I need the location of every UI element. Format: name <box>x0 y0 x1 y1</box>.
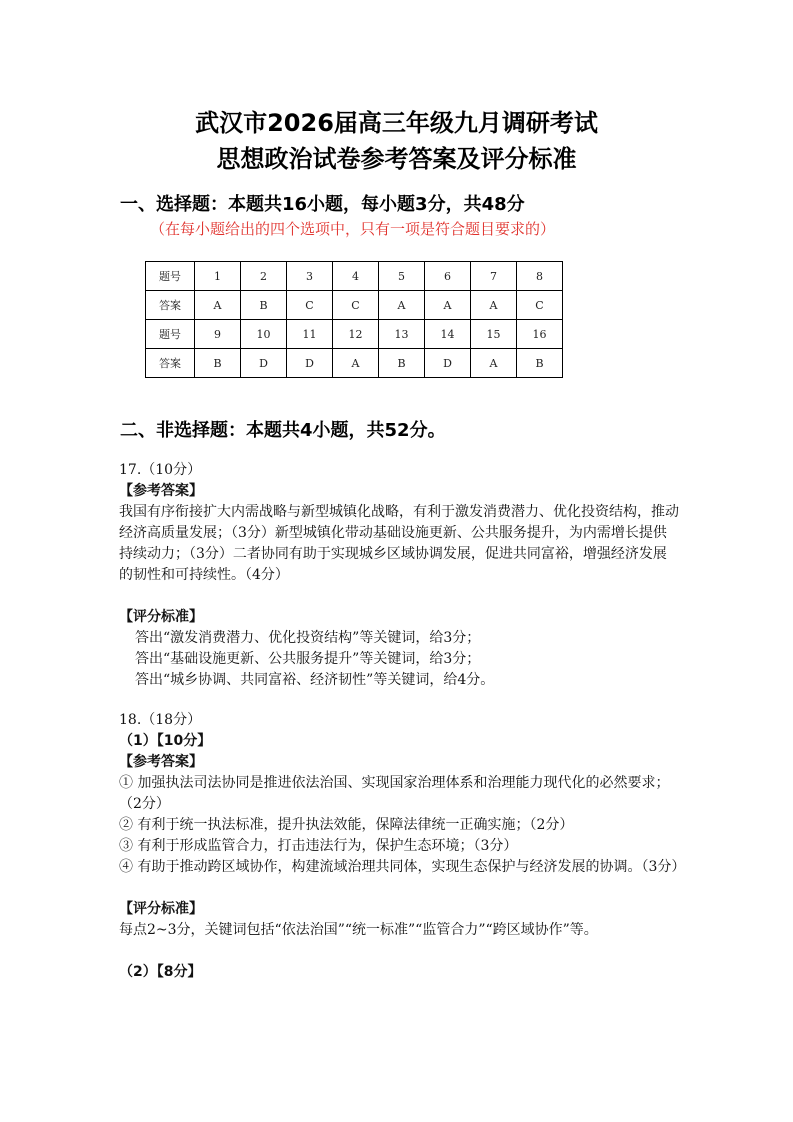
answer-table-cell: A <box>471 291 517 320</box>
q18-point-4: ④ 有助于推动跨区域协作，构建流域治理共同体，实现生态保护与经济发展的协调。（3分） <box>119 859 686 875</box>
answer-table-cell: C <box>333 291 379 320</box>
answer-table-cell: A <box>471 349 517 378</box>
answer-table-cell: B <box>517 349 563 378</box>
answer-table-row <box>146 320 563 349</box>
answer-table-cell: 3 <box>287 262 333 291</box>
answer-table-row <box>146 291 563 320</box>
answer-table-row <box>146 262 563 291</box>
question-18 <box>119 710 686 983</box>
answer-table-cell: 5 <box>379 262 425 291</box>
answer-table-row-label: 答案 <box>146 291 195 320</box>
answer-table-cell: A <box>425 291 471 320</box>
answer-table-cell: C <box>287 291 333 320</box>
q17-criteria-1: 答出“激发消费潜力、优化投资结构”等关键词，给3分； <box>135 630 481 646</box>
answer-table-cell: A <box>379 291 425 320</box>
q18-ref-label: 【参考答案】 <box>119 754 203 770</box>
answer-table-cell: D <box>241 349 287 378</box>
answer-table-cell: 4 <box>333 262 379 291</box>
question-17 <box>119 460 679 691</box>
section2-heading: 二、非选择题：本题共4小题，共52分。 <box>120 420 446 441</box>
q18-criteria-label: 【评分标准】 <box>119 901 203 917</box>
answer-table-cell: 7 <box>471 262 517 291</box>
section1-note: （在每小题给出的四个选项中，只有一项是符合题目要求的） <box>150 220 556 238</box>
answer-table-cell: 10 <box>241 320 287 349</box>
answer-table-cell: 1 <box>195 262 241 291</box>
answer-table-row-label: 题号 <box>146 320 195 349</box>
answer-table-cell: D <box>425 349 471 378</box>
answer-table-cell: C <box>517 291 563 320</box>
answer-table-cell: A <box>333 349 379 378</box>
answer-table-cell: 9 <box>195 320 241 349</box>
section1-heading: 一、选择题：本题共16小题，每小题3分，共48分 <box>120 194 525 215</box>
answer-table-cell: 2 <box>241 262 287 291</box>
answer-table-cell: 13 <box>379 320 425 349</box>
q17-ref-label: 【参考答案】 <box>119 483 203 499</box>
q18-point-3: ③ 有利于形成监管合力，打击违法行为，保护生态环境；（3分） <box>119 838 518 854</box>
answer-table-cell: 8 <box>517 262 563 291</box>
answer-table-cell: 6 <box>425 262 471 291</box>
answer-table-cell: 11 <box>287 320 333 349</box>
q17-criteria-3: 答出“城乡协调、共同富裕、经济韧性”等关键词，给4分。 <box>135 672 495 688</box>
answer-table-row <box>146 349 563 378</box>
title-line-1: 武汉市2026届高三年级九月调研考试 <box>195 109 598 137</box>
answer-table-cell: B <box>379 349 425 378</box>
answer-table-cell: D <box>287 349 333 378</box>
q18-part1-label: （1）【10分】 <box>119 733 212 749</box>
answer-table-cell: B <box>195 349 241 378</box>
answer-table-cell: 16 <box>517 320 563 349</box>
q17-header: 17.（10分） <box>119 462 202 478</box>
q18-header: 18.（18分） <box>119 712 202 728</box>
title-line-2: 思想政治试卷参考答案及评分标准 <box>216 145 577 173</box>
answer-table-row-label: 题号 <box>146 262 195 291</box>
answer-table-row-label: 答案 <box>146 349 195 378</box>
q18-point-1: ① 加强执法司法协同是推进依法治国、实现国家治理体系和治理能力现代化的必然要求；（2分） <box>119 775 670 812</box>
q18-part2-label: （2）【8分】 <box>119 964 202 980</box>
answer-table-cell: 12 <box>333 320 379 349</box>
answer-table <box>145 261 563 378</box>
answer-table-cell: A <box>195 291 241 320</box>
answer-table-cell: 14 <box>425 320 471 349</box>
q17-answer: 我国有序衔接扩大内需战略与新型城镇化战略，有利于激发消费潜力、优化投资结构，推动经济高质量发展；（3分）新型城镇化带动基础设施更新、公共服务提升，为内需增长提供持续动力；（3分）二者协同有助于实现城乡区域协调发展，促进共同富裕，增强经济发展的韧性和可持续性。（4分） <box>119 504 679 583</box>
answer-table-cell: 15 <box>471 320 517 349</box>
q17-criteria-label: 【评分标准】 <box>119 609 203 625</box>
q18-point-2: ② 有利于统一执法标准，提升执法效能，保障法律统一正确实施；（2分） <box>119 817 574 833</box>
q17-criteria-2: 答出“基础设施更新、公共服务提升”等关键词，给3分； <box>135 651 481 667</box>
answer-table-cell: B <box>241 291 287 320</box>
q18-criteria: 每点2~3分，关键词包括“依法治国”“统一标准”“监管合力”“跨区域协作”等。 <box>119 922 598 938</box>
